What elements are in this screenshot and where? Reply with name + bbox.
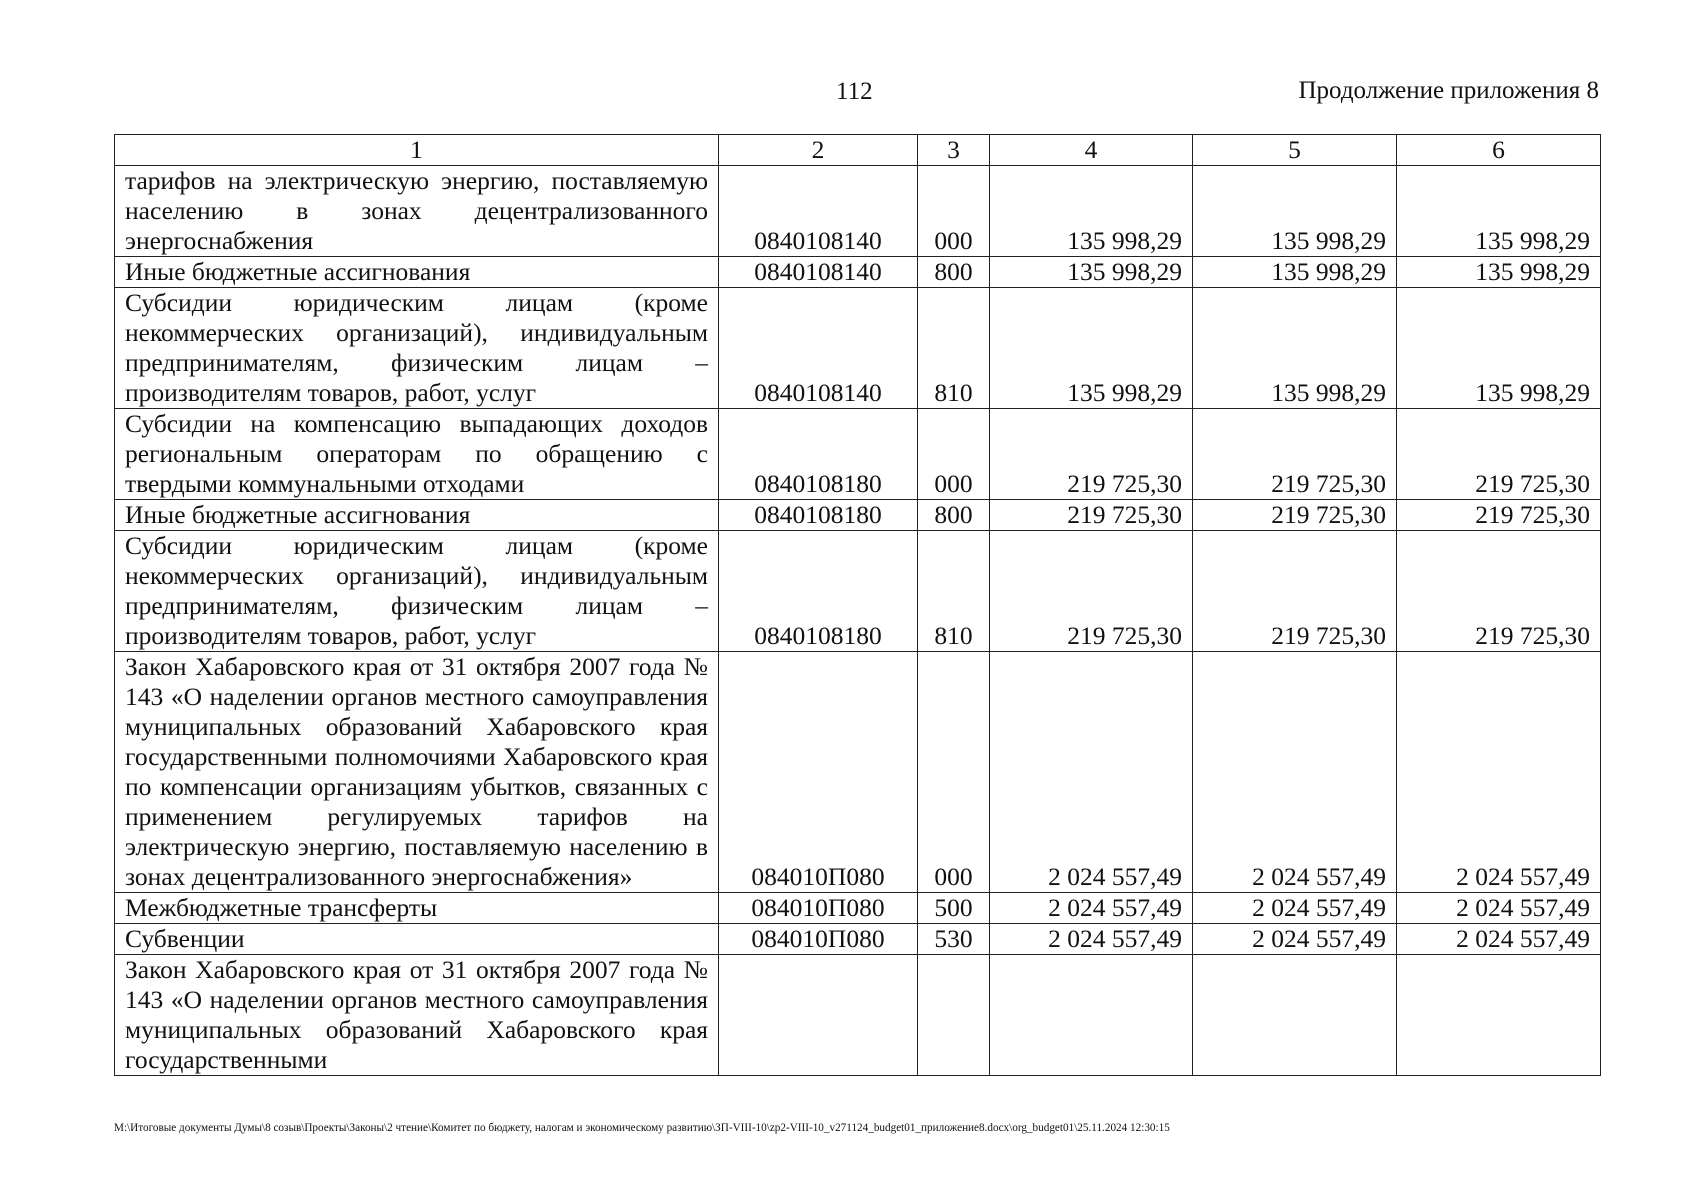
target-article-code: 0840108180 (719, 409, 918, 500)
expense-type-code: 000 (918, 409, 990, 500)
column-header: 4 (990, 135, 1193, 166)
column-header: 2 (719, 135, 918, 166)
amount-col-4: 219 725,30 (990, 531, 1193, 652)
row-description: Субвенции (115, 924, 719, 955)
amount-col-4: 135 998,29 (990, 166, 1193, 257)
row-description: тарифов на электрическую энергию, поставляемую населению в зонах децентрализованного энергоснабжения (115, 166, 719, 257)
target-article-code: 0840108180 (719, 500, 918, 531)
expense-type-code: 500 (918, 893, 990, 924)
column-header: 6 (1397, 135, 1601, 166)
row-description: Межбюджетные трансферты (115, 893, 719, 924)
page-number: 112 (836, 78, 873, 105)
footer-file-path: М:\Итоговые документы Думы\8 созыв\Проекты\Законы\2 чтение\Комитет по бюджету, налогам и экономическому развитию\ЗП-VIII-10\zp2-VIII-10_v271124_budget01_приложение8.docx\org_budget01\25.11.2024 12:30:15 (114, 1122, 1170, 1134)
amount-col-6: 135 998,29 (1397, 257, 1601, 288)
table-row (115, 893, 1601, 924)
target-article-code: 0840108140 (719, 257, 918, 288)
amount-col-6: 2 024 557,49 (1397, 652, 1601, 893)
amount-col-5: 219 725,30 (1193, 500, 1397, 531)
amount-col-6: 2 024 557,49 (1397, 924, 1601, 955)
target-article-code: 084010П080 (719, 924, 918, 955)
table-row (115, 257, 1601, 288)
column-header: 1 (115, 135, 719, 166)
column-header: 5 (1193, 135, 1397, 166)
target-article-code: 084010П080 (719, 652, 918, 893)
row-description: Закон Хабаровского края от 31 октября 2007 года № 143 «О наделении органов местного самоуправления муниципальных образований Хабаровского края государственными (115, 955, 719, 1076)
amount-col-6: 219 725,30 (1397, 409, 1601, 500)
table-row (115, 500, 1601, 531)
expense-type-code: 810 (918, 531, 990, 652)
appendix-continuation-header: Продолжение приложения 8 (1298, 77, 1599, 104)
table-row (115, 166, 1601, 257)
row-description: Иные бюджетные ассигнования (115, 500, 719, 531)
table-row (115, 409, 1601, 500)
row-description: Закон Хабаровского края от 31 октября 2007 года № 143 «О наделении органов местного самоуправления муниципальных образований Хабаровского края государственными полномочиями Хабаровского края по компенсации организациям убытков, связанных с применением регулируемых тарифов на электрическую энергию, поставляемую населению в зонах децентрализованного энергоснабжения» (115, 652, 719, 893)
row-description: Субсидии юридическим лицам (кроме некоммерческих организаций), индивидуальным предпринимателям, физическим лицам – производителям товаров, работ, услуг (115, 531, 719, 652)
amount-col-6: 2 024 557,49 (1397, 893, 1601, 924)
expense-type-code: 810 (918, 288, 990, 409)
amount-col-5: 2 024 557,49 (1193, 652, 1397, 893)
amount-col-5: 2 024 557,49 (1193, 893, 1397, 924)
amount-col-6: 219 725,30 (1397, 531, 1601, 652)
amount-col-4: 2 024 557,49 (990, 893, 1193, 924)
expense-type-code: 000 (918, 652, 990, 893)
table-row (115, 924, 1601, 955)
amount-col-4: 135 998,29 (990, 288, 1193, 409)
amount-col-5 (1193, 955, 1397, 1076)
table-row (115, 288, 1601, 409)
expense-type-code: 530 (918, 924, 990, 955)
amount-col-5: 135 998,29 (1193, 288, 1397, 409)
amount-col-6 (1397, 955, 1601, 1076)
amount-col-5: 135 998,29 (1193, 257, 1397, 288)
budget-table (114, 134, 1601, 1076)
amount-col-6: 219 725,30 (1397, 500, 1601, 531)
target-article-code: 084010П080 (719, 893, 918, 924)
expense-type-code: 800 (918, 257, 990, 288)
table-header-row (115, 135, 1601, 166)
amount-col-4: 219 725,30 (990, 409, 1193, 500)
expense-type-code (918, 955, 990, 1076)
column-header: 3 (918, 135, 990, 166)
amount-col-5: 219 725,30 (1193, 409, 1397, 500)
target-article-code: 0840108180 (719, 531, 918, 652)
amount-col-6: 135 998,29 (1397, 166, 1601, 257)
target-article-code: 0840108140 (719, 166, 918, 257)
expense-type-code: 000 (918, 166, 990, 257)
target-article-code: 0840108140 (719, 288, 918, 409)
amount-col-4: 219 725,30 (990, 500, 1193, 531)
amount-col-5: 219 725,30 (1193, 531, 1397, 652)
amount-col-4: 2 024 557,49 (990, 652, 1193, 893)
amount-col-4 (990, 955, 1193, 1076)
row-description: Субсидии на компенсацию выпадающих доходов региональным операторам по обращению с твердыми коммунальными отходами (115, 409, 719, 500)
amount-col-6: 135 998,29 (1397, 288, 1601, 409)
amount-col-5: 2 024 557,49 (1193, 924, 1397, 955)
row-description: Иные бюджетные ассигнования (115, 257, 719, 288)
table-row (115, 652, 1601, 893)
table-row (115, 955, 1601, 1076)
table-row (115, 531, 1601, 652)
amount-col-4: 135 998,29 (990, 257, 1193, 288)
target-article-code (719, 955, 918, 1076)
expense-type-code: 800 (918, 500, 990, 531)
amount-col-5: 135 998,29 (1193, 166, 1397, 257)
row-description: Субсидии юридическим лицам (кроме некоммерческих организаций), индивидуальным предпринимателям, физическим лицам – производителям товаров, работ, услуг (115, 288, 719, 409)
amount-col-4: 2 024 557,49 (990, 924, 1193, 955)
